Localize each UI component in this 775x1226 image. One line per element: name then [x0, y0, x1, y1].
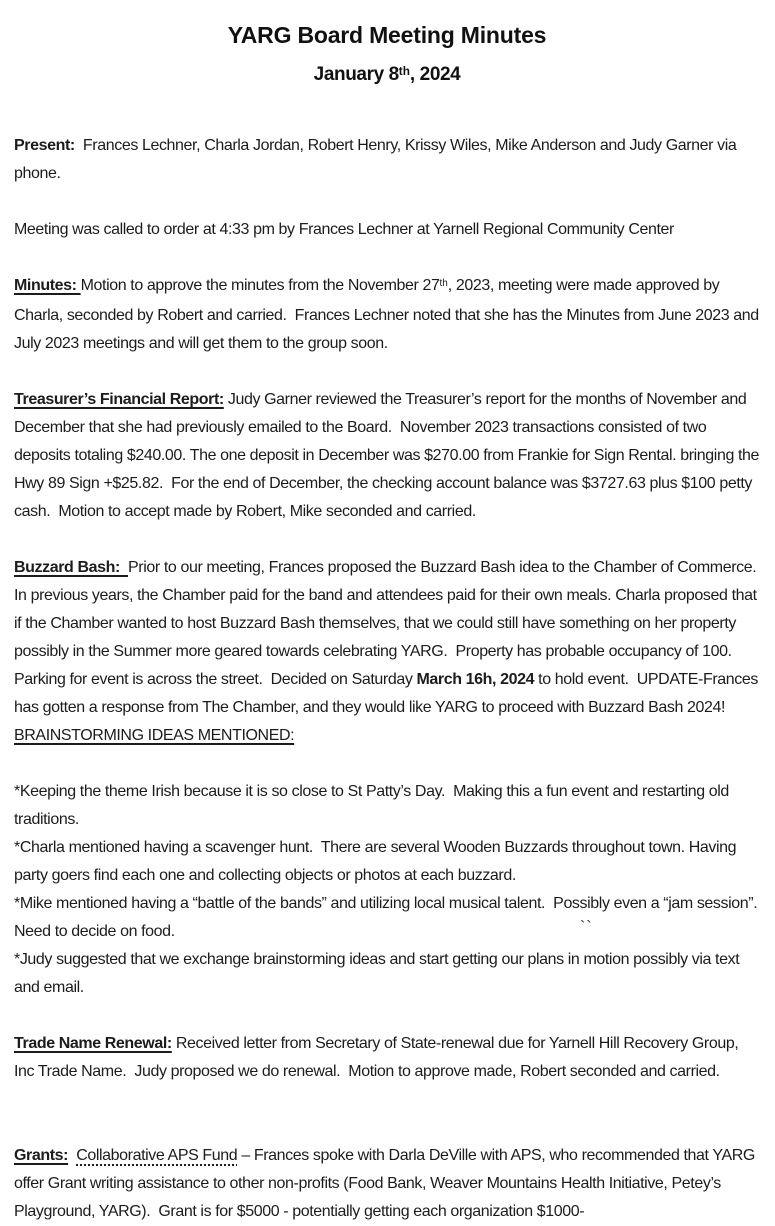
paragraph-present — [14, 132, 760, 188]
present-label: Present: — [14, 137, 75, 154]
minutes-superscript: th — [439, 277, 448, 289]
trade-name-label: Trade Name Renewal: — [14, 1035, 172, 1052]
grants-spacer — [68, 1147, 76, 1164]
grants-text: – Frances spoke with Darla DeVille with APS, who recommended that YARG offer Grant writing assistance to other non-profits (Food Bank, Weaver Mountains Health Initiative, Petey’s Playground, YARG). Grant is for $5000 - potentially getting each organization $1000- — [14, 1147, 759, 1220]
trade-name-text: Received letter from Secretary of State-renewal due for Yarnell Hill Recovery Group, Inc Trade Name. Judy proposed we do renewal. Motion to approve made, Robert seconded and carried. — [14, 1035, 743, 1080]
minutes-text-1: Motion to approve the minutes from the November 27 — [80, 277, 440, 294]
paragraph-trade-name-renewal — [14, 1030, 760, 1086]
paragraph-treasurer-report — [14, 386, 764, 526]
present-text: Frances Lechner, Charla Jordan, Robert Henry, Krissy Wiles, Mike Anderson and Judy Garner via phone. — [14, 137, 741, 182]
paragraph-minutes — [14, 272, 763, 358]
buzzard-bash-text-2: to hold event. UPDATE-Frances has gotten a response from The Chamber, and they would like YARG to proceed with Buzzard Bash 2024! — [14, 671, 763, 716]
buzzard-bash-event-date: March 16h, 2024 — [416, 671, 535, 688]
treasurer-text: Judy Garner reviewed the Treasurer’s report for the months of November and December that she had previously emailed to the Board. November 2023 transactions consisted of two deposits totaling $240.00. The one deposit in December was $270.00 from Frankie for Sign Rental. bringing the Hwy 89 Sign +$25.82. For the end of December, the checking account balance was $3727.63 plus $100 petty cash. Motion to accept made by Robert, Mike seconded and carried. — [14, 391, 764, 520]
doc-title: YARG Board Meeting Minutes — [227, 22, 547, 48]
idea-scavenger-hunt: *Charla mentioned having a scavenger hunt. There are several Wooden Buzzards throughout town. Having party goers find each one and collecting objects or photos at each buzzard. — [14, 839, 741, 884]
doc-date — [14, 62, 760, 90]
paragraph-grants — [14, 1142, 760, 1226]
food-note-text: Need to decide on food. — [14, 923, 175, 940]
treasurer-label: Treasurer’s Financial Report: — [14, 391, 224, 408]
brainstorming-heading — [14, 722, 760, 750]
stray-tick-marks: `` — [580, 919, 593, 936]
doc-date-superscript: th — [398, 64, 410, 78]
call-to-order-text: Meeting was called to order at 4:33 pm by Frances Lechner at Yarnell Regional Community Center — [14, 221, 674, 238]
doc-date-day: January 8 — [313, 64, 399, 85]
brainstorming-heading-text: BRAINSTORMING IDEAS MENTIONED: — [14, 727, 295, 744]
idea-battle-of-bands: *Mike mentioned having a “battle of the bands” and utilizing local musical talent. Possibly even a “jam session”. — [14, 895, 758, 912]
paragraph-buzzard-bash — [14, 554, 763, 722]
brainstorming-ideas-list — [14, 778, 760, 1002]
grants-label: Grants: — [14, 1147, 69, 1164]
idea-food-note — [14, 918, 760, 946]
doc-date-year: , 2024 — [409, 64, 461, 85]
buzzard-bash-label: Buzzard Bash: — [14, 559, 129, 576]
minutes-label: Minutes: — [14, 277, 81, 294]
paragraph-call-to-order — [14, 216, 760, 244]
buzzard-bash-text-1: Prior to our meeting, Frances proposed the Buzzard Bash idea to the Chamber of Commerce. In previous years, the Chamber paid for the band and attendees paid for their own meals. Charla proposed that if the Chamber wanted to host Buzzard Bash themselves, that we could still have something on her property possibly in the Summer more geared towards celebrating YARG. Property has probable occupancy of 100. Parking for event is across the street. Decided on Saturday — [14, 559, 761, 688]
idea-theme-irish: *Keeping the theme Irish because it is so close to St Patty’s Day. Making this a fun event and restarting old traditions. — [14, 783, 733, 828]
grants-fund-name: Collaborative APS Fund — [76, 1147, 238, 1164]
idea-exchange-ideas: *Judy suggested that we exchange brainstorming ideas and start getting our plans in motion possibly via text and email. — [14, 951, 744, 996]
minutes-text-2: , 2023, meeting were made approved by Charla, seconded by Robert and carried. Frances Lechner noted that she has the Minutes from June 2023 and July 2023 meetings and will get them to the group soon. — [14, 277, 763, 352]
